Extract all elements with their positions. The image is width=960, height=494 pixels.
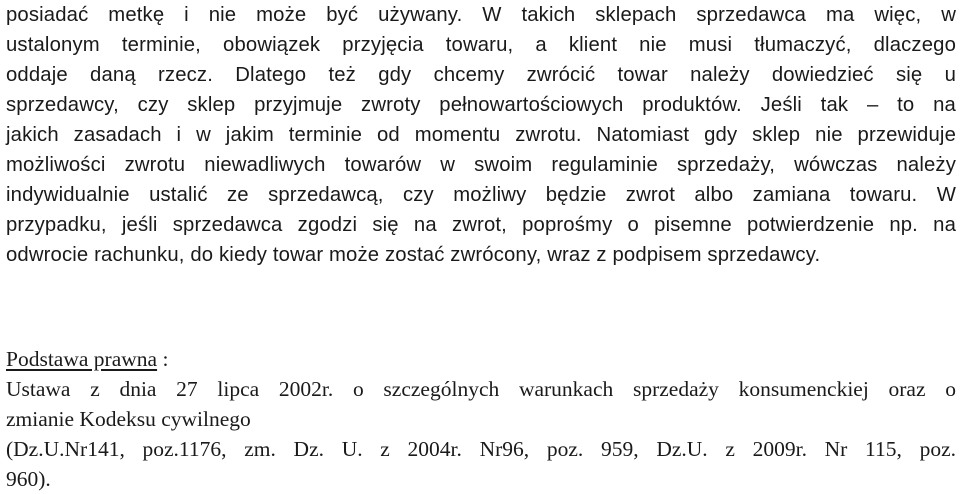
body-line: posiadać metkę i nie może być używany. W takich sklepach sprzedawca ma więc, w <box>6 4 956 26</box>
body-line: jakich zasadach i w jakim terminie od momentu zwrotu. Natomiast gdy sklep nie przewiduje <box>6 124 956 146</box>
body-line: przypadku, jeśli sprzedawca zgodzi się na zwrot, poprośmy o pisemne potwierdzenie np. na <box>6 214 956 236</box>
body-line: sprzedawcy, czy sklep przyjmuje zwroty pełnowartościowych produktów. Jeśli tak – to na <box>6 94 956 116</box>
legal-basis-line: 960). <box>6 467 51 491</box>
body-line: indywidualnie ustalić ze sprzedawcą, czy możliwy będzie zwrot albo zamiana towaru. W <box>6 184 956 206</box>
legal-basis-heading-colon: : <box>157 347 169 371</box>
body-line: możliwości zwrotu niewadliwych towarów w swoim regulaminie sprzedaży, wówczas należy <box>6 154 956 176</box>
legal-basis-line: zmianie Kodeksu cywilnego <box>6 407 251 431</box>
body-line: ustalonym terminie, obowiązek przyjęcia towaru, a klient nie musi tłumaczyć, dlaczego <box>6 34 956 56</box>
legal-basis-line: (Dz.U.Nr141, poz.1176, zm. Dz. U. z 2004r. Nr96, poz. 959, Dz.U. z 2009r. Nr 115, poz. <box>6 437 956 461</box>
body-line: odwrocie rachunku, do kiedy towar może zostać zwrócony, wraz z podpisem sprzedawcy. <box>6 244 821 266</box>
body-paragraph <box>6 0 956 270</box>
legal-basis-heading-line <box>6 344 956 374</box>
legal-basis-heading: Podstawa prawna <box>6 347 158 371</box>
body-line: oddaje daną rzecz. Dlatego też gdy chcemy zwrócić towar należy dowiedzieć się u <box>6 64 956 86</box>
legal-basis-section <box>6 344 956 494</box>
legal-basis-line: Ustawa z dnia 27 lipca 2002r. o szczególnych warunkach sprzedaży konsumenckiej oraz o <box>6 377 956 401</box>
